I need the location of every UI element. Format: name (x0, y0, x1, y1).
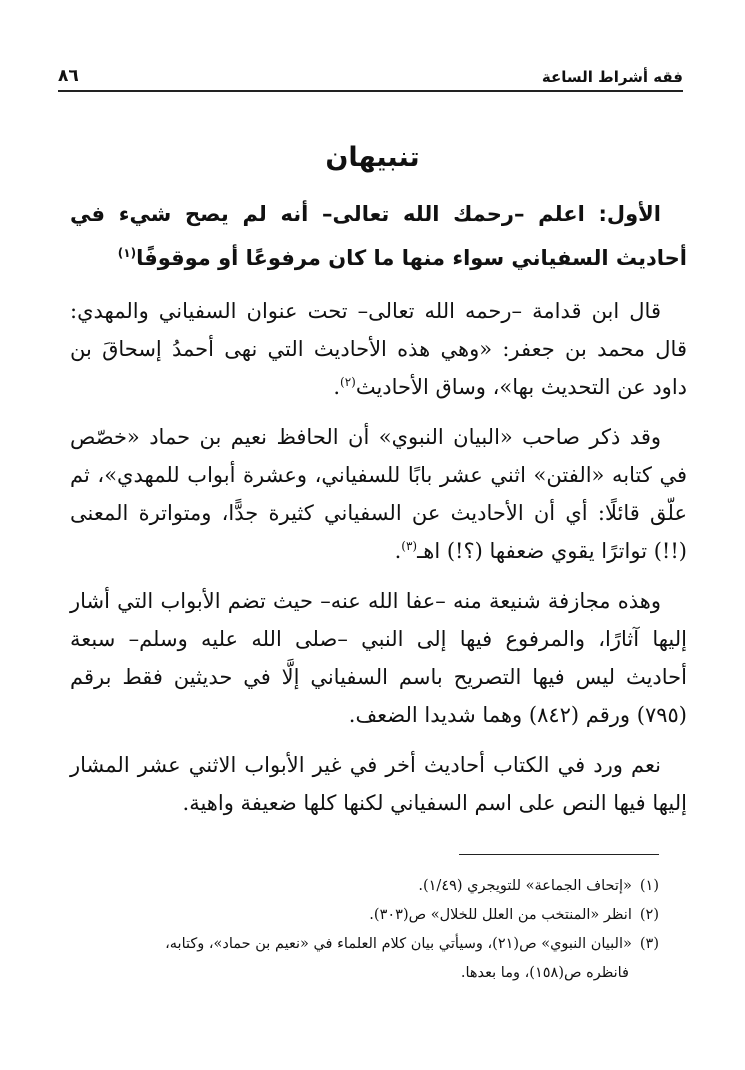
footnote-3-continuation: فانظره ص(١٥٨)، وما بعدها. (460, 965, 629, 981)
paragraph-tail: . (333, 375, 340, 399)
paragraph-bayan-nabawi (70, 418, 687, 570)
paragraph-tail: . (394, 539, 402, 563)
footnote-text: «إتحاف الجماعة» للتويجري (١/٤٩). (418, 878, 632, 894)
footnote-divider (459, 854, 659, 855)
paragraph-ibn-qudama (70, 292, 687, 406)
paragraph-first-note (70, 192, 687, 280)
paragraph-text: قال ابن قدامة –رحمه الله تعالى– تحت عنوان السفياني والمهدي: قال محمد بن جعفر: «وهي هذه الأحاديث التي نهى أحمدُ إسحاقَ بن داود عن التحديث بها»، وساق الأحاديث (70, 299, 687, 399)
paragraph-text: وهذه مجازفة شنيعة منه –عفا الله عنه– حيث تضم الأبواب التي أشار إليها آثارًا، والمرفوع فيها إلى النبي –صلى الله عليه وسلم– سبعة أحاديث ليس فيها التصريح باسم السفياني إلَّا في حديثين فقط برقم (٧٩٥) ورقم (٨٤٢) وهما شديدا الضعف. (70, 589, 687, 727)
paragraph-conclusion (70, 746, 687, 822)
footnote-1 (66, 872, 659, 901)
page-number: ٨٦ (58, 66, 79, 86)
footnote-number: (٢) (639, 907, 659, 923)
running-title: فقه أشراط الساعة (541, 68, 683, 86)
paragraph-text: وقد ذكر صاحب «البيان النبوي» أن الحافظ نعيم بن حماد «خصّص في كتابه «الفتن» اثني عشر بابًا للسفياني، وعشرة أبواب للمهدي»، ثم علّق قائلًا: أي أن الأحاديث عن السفياني كثيرة جدًّا، ومتواترة المعنى (!!) تواترًا يقوي ضعفها (؟!) اهـ (70, 425, 687, 563)
footnote-number: (٣) (639, 936, 659, 952)
footnote-reference: (٢) (340, 375, 356, 389)
footnote-reference: (٣) (401, 539, 418, 553)
footnote-number: (١) (639, 878, 659, 894)
section-heading: تنبيهان (325, 142, 420, 173)
footnote-text: انظر «المنتخب من العلل للخلال» ص(٣٠٣). (369, 907, 632, 923)
footnote-2 (66, 901, 659, 930)
paragraph-text: نعم ورد في الكتاب أحاديث أخر في غير الأبواب الاثني عشر المشار إليها فيها النص على اسم السفياني لكنها كلها ضعيفة واهية. (70, 753, 687, 815)
footnotes (66, 872, 659, 988)
body-text (70, 192, 687, 834)
paragraph-critique (70, 582, 687, 734)
running-header (58, 56, 683, 92)
footnote-text: «البيان النبوي» ص(٢١)، وسيأتي بيان كلام العلماء في «نعيم بن حماد»، وكتابه، (165, 936, 632, 952)
footnote-3 (66, 930, 659, 959)
paragraph-text: الأول: اعلم –رحمك الله تعالى– أنه لم يصح شيء في أحاديث السفياني سواء منها ما كان مرفوعًا أو موقوفًا (70, 202, 687, 270)
footnote-reference: (١) (117, 246, 137, 260)
